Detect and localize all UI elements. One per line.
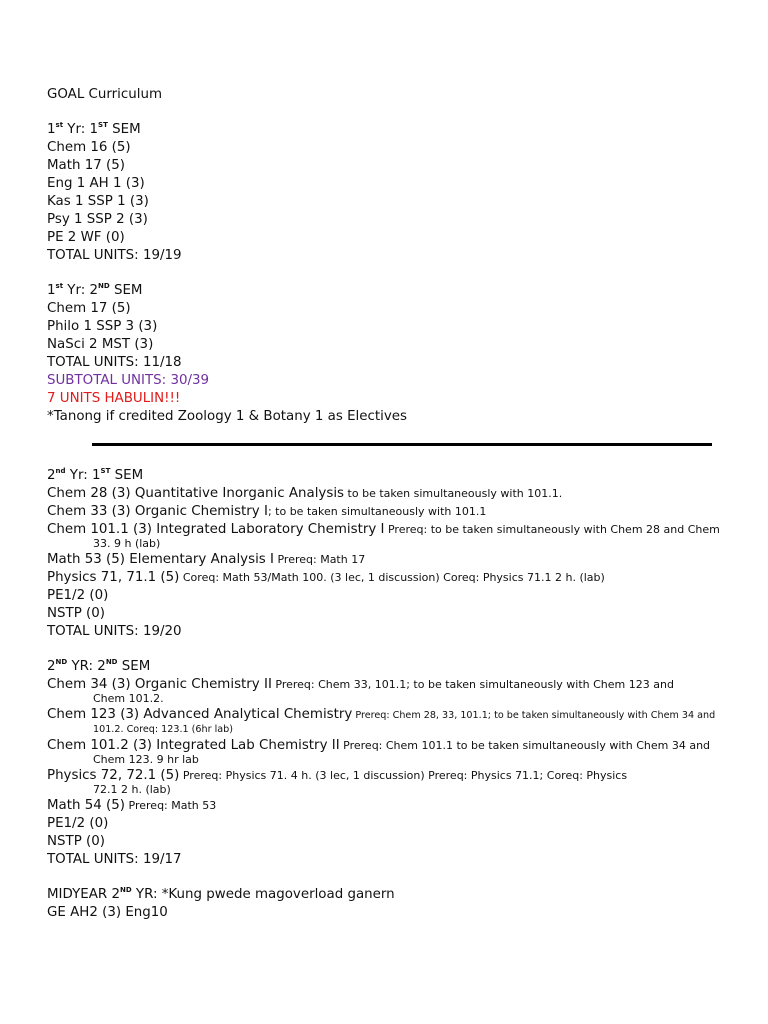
document-body — [47, 86, 762, 426]
course-line: Kas 1 SSP 1 (3) — [47, 194, 149, 209]
course-entry: Math 53 (5) Elementary Analysis I Prereq: Math 17 — [47, 552, 366, 567]
first-year-second-sem — [47, 282, 762, 426]
course-entry: Math 54 (5) Prereq: Math 53 — [47, 798, 217, 813]
course-line: NaSci 2 MST (3) — [47, 337, 154, 352]
course-entry: Chem 123 (3) Advanced Analytical Chemistry Prereq: Chem 28, 33, 101.1; to be taken simultaneously with Chem 34 and — [47, 707, 716, 722]
course-entry: Physics 71, 71.1 (5) Coreq: Math 53/Math 100. (3 lec, 1 discussion) Coreq: Physics 71.1 2 h. (lab) — [47, 570, 605, 585]
units-warning: 7 UNITS HABULIN!!! — [47, 391, 181, 406]
subtotal-units: SUBTOTAL UNITS: 30/39 — [47, 373, 210, 388]
course-note-continued: Chem 101.2. — [93, 692, 164, 705]
course-entry: Physics 72, 72.1 (5) Prereq: Physics 71. 4 h. (3 lec, 1 discussion) Prereq: Physics 71.1; Coreq: Physics — [47, 768, 628, 783]
course-entry: Chem 101.2 (3) Integrated Lab Chemistry II Prereq: Chem 101.1 to be taken simultaneously with Chem 34 and — [47, 738, 711, 753]
horizontal-rule — [92, 443, 712, 446]
electives-note: *Tanong if credited Zoology 1 & Botany 1 as Electives — [47, 409, 407, 424]
section-heading: 2nd Yr: 1ST SEM — [47, 467, 144, 483]
course-entry: Chem 34 (3) Organic Chemistry II Prereq: Chem 33, 101.1; to be taken simultaneously with Chem 123 and — [47, 677, 674, 692]
course-entry: Chem 28 (3) Quantitative Inorganic Analysis to be taken simultaneously with 101.1. — [47, 486, 563, 501]
total-units: TOTAL UNITS: 19/19 — [47, 248, 182, 263]
course-line: Psy 1 SSP 2 (3) — [47, 212, 148, 227]
first-year-first-sem — [47, 121, 762, 265]
course-line: NSTP (0) — [47, 834, 105, 849]
section-heading: 1st Yr: 1ST SEM — [47, 121, 141, 137]
course-line: PE1/2 (0) — [47, 588, 109, 603]
course-entry: Chem 101.1 (3) Integrated Laboratory Chemistry I Prereq: to be taken simultaneously with Chem 28 and Chem — [47, 522, 720, 537]
course-line: NSTP (0) — [47, 606, 105, 621]
second-year-first-sem — [47, 467, 762, 641]
document-body-continued — [47, 467, 762, 922]
section-heading: MIDYEAR 2ND YR: *Kung pwede magoverload ganern — [47, 886, 395, 902]
section-heading: 1st Yr: 2ND SEM — [47, 282, 143, 298]
course-entry: Chem 33 (3) Organic Chemistry I; to be taken simultaneously with 101.1 — [47, 504, 487, 519]
total-units: TOTAL UNITS: 11/18 — [47, 355, 182, 370]
course-line: PE 2 WF (0) — [47, 230, 125, 245]
course-note-continued: 33. 9 h (lab) — [93, 537, 161, 550]
total-units: TOTAL UNITS: 19/20 — [47, 624, 182, 639]
midyear-section — [47, 886, 762, 922]
course-note-continued: 72.1 2 h. (lab) — [93, 783, 171, 796]
course-note-continued: 101.2. Coreq: 123.1 (6hr lab) — [93, 724, 233, 735]
page-title: GOAL Curriculum — [47, 87, 162, 102]
section-heading: 2ND YR: 2ND SEM — [47, 658, 151, 674]
course-line: GE AH2 (3) Eng10 — [47, 905, 168, 920]
course-line: Philo 1 SSP 3 (3) — [47, 319, 158, 334]
course-note-continued: Chem 123. 9 hr lab — [93, 753, 199, 766]
total-units: TOTAL UNITS: 19/17 — [47, 852, 182, 867]
course-line: Eng 1 AH 1 (3) — [47, 176, 145, 191]
course-line: PE1/2 (0) — [47, 816, 109, 831]
second-year-second-sem — [47, 658, 762, 869]
course-line: Chem 16 (5) — [47, 140, 131, 155]
course-line: Math 17 (5) — [47, 158, 126, 173]
course-line: Chem 17 (5) — [47, 301, 131, 316]
